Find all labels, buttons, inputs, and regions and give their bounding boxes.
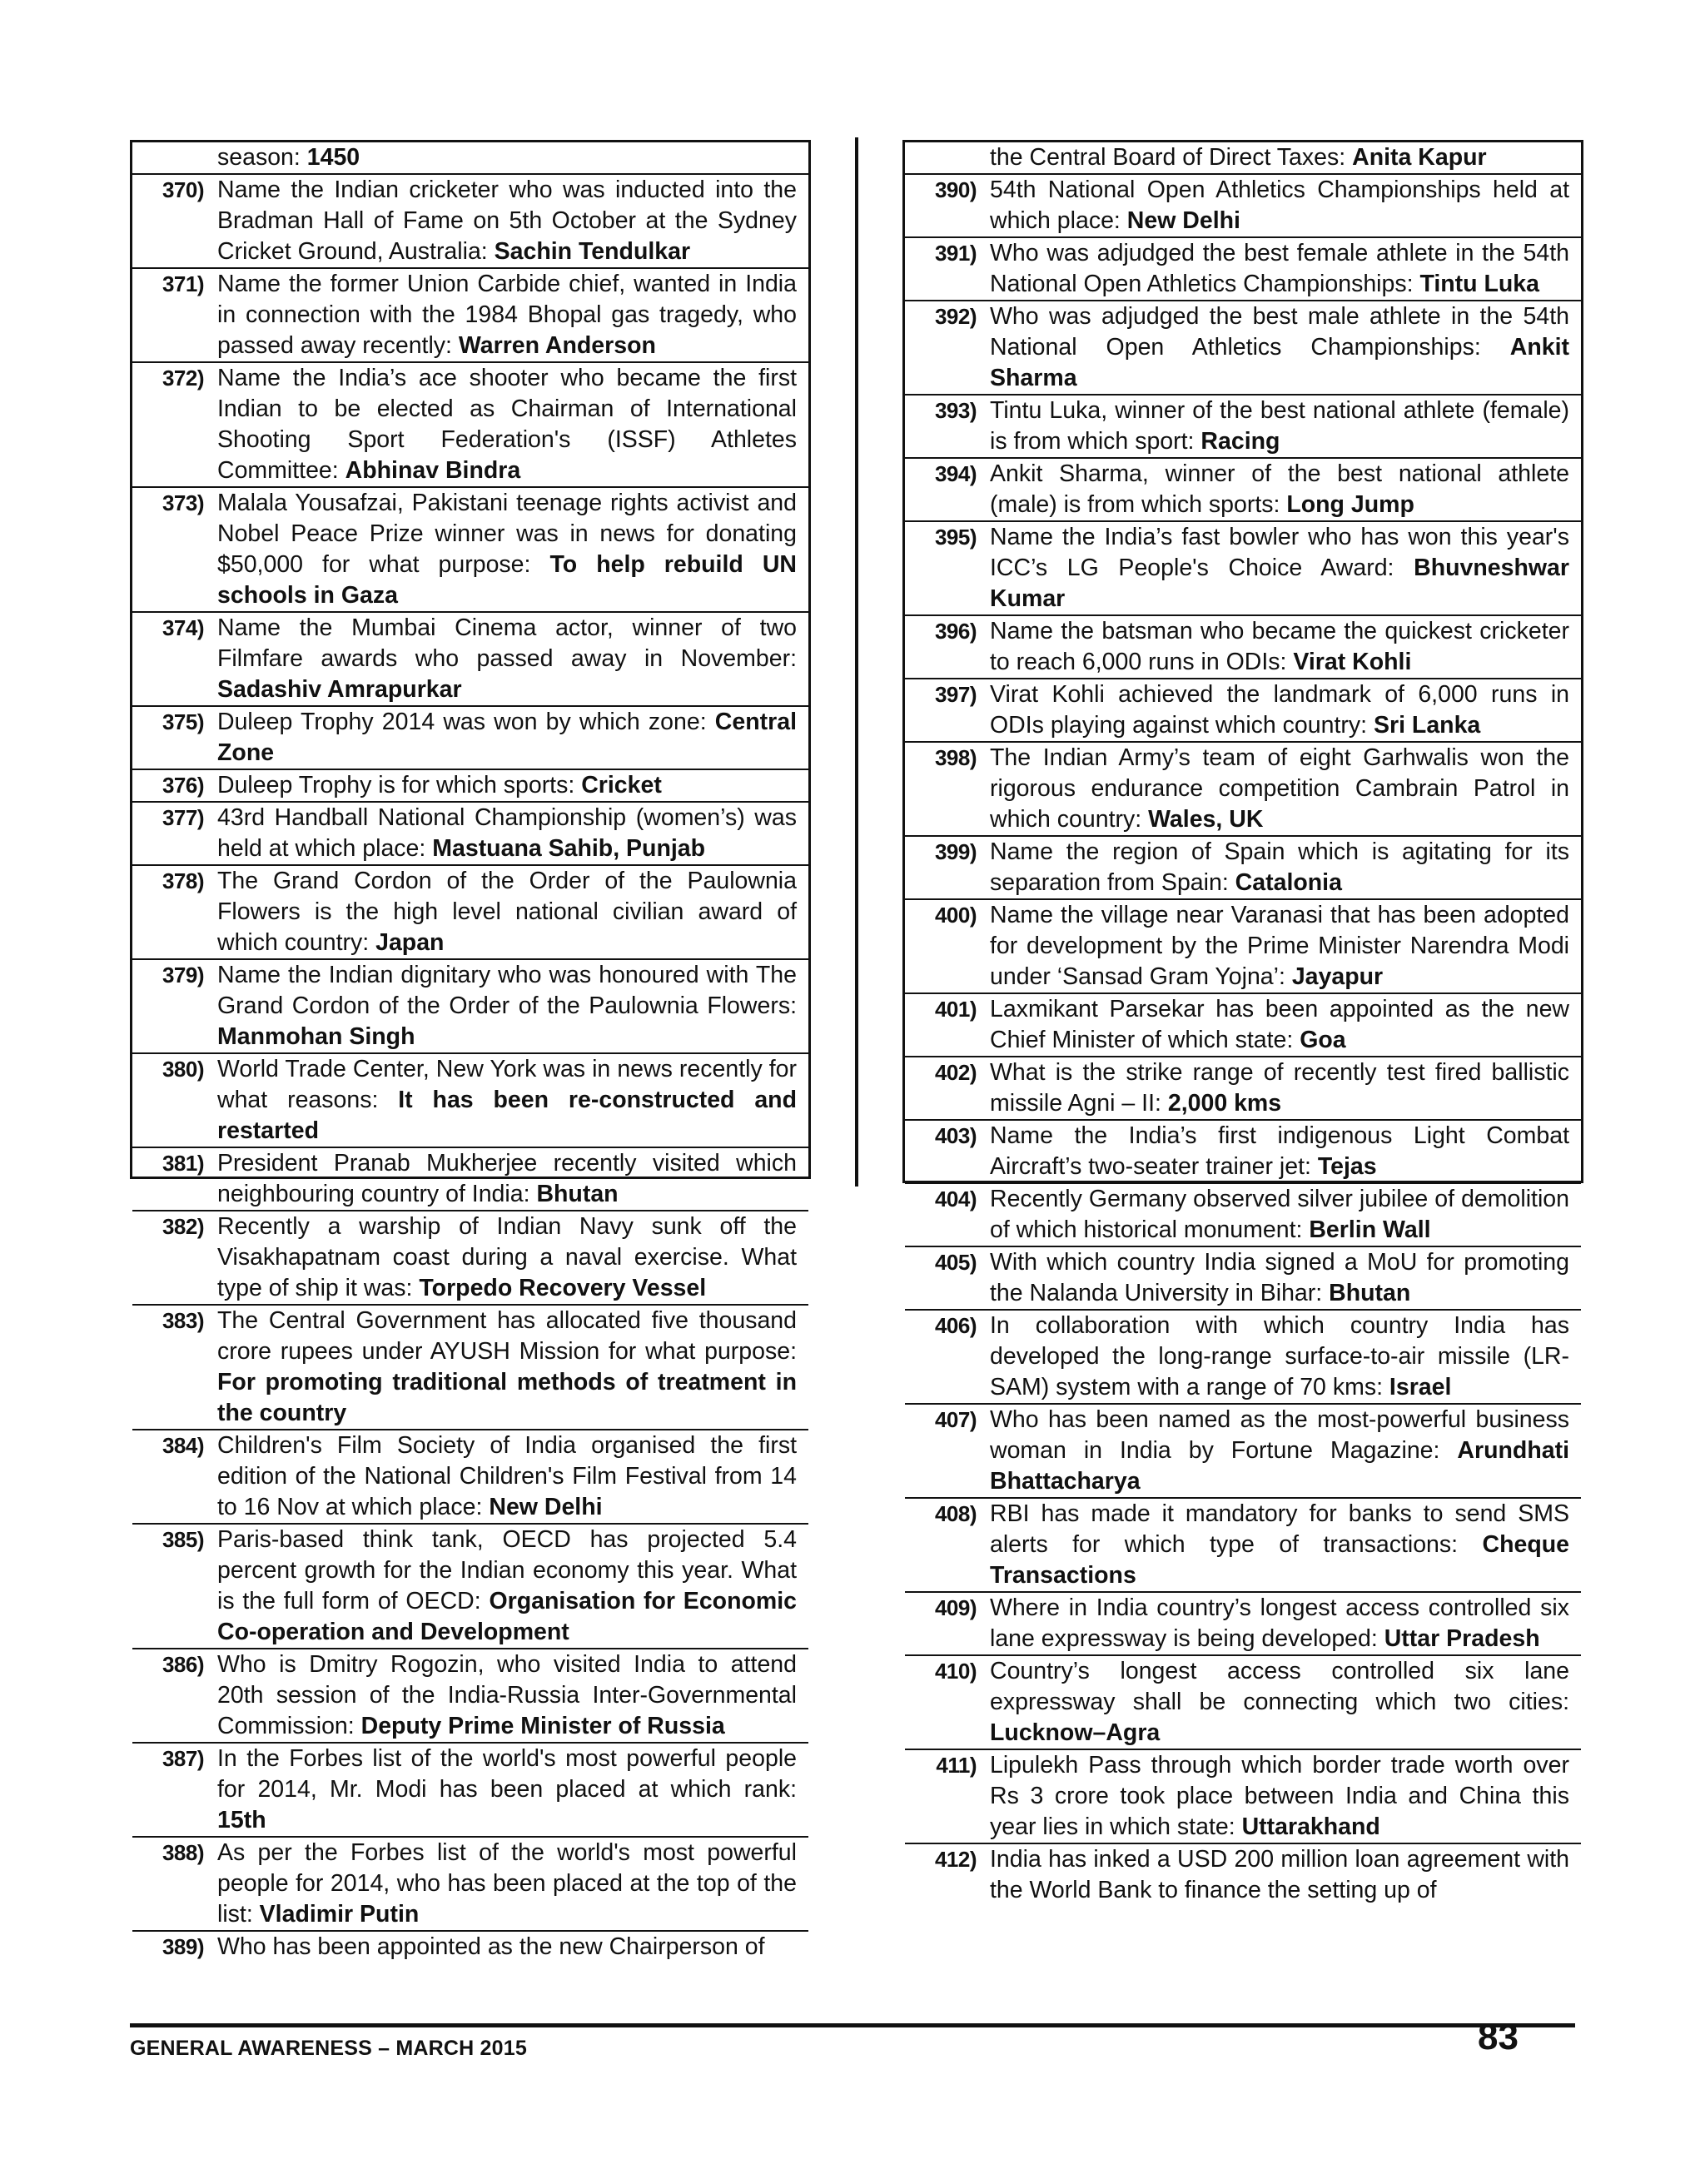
answer-text: 2,000 kms	[1167, 1090, 1282, 1117]
question-body: India has inked a USD 200 million loan agreement with the World Bank to finance the setting up of	[990, 1846, 1569, 1903]
question-text	[985, 396, 1581, 457]
question-number: 406)	[934, 1313, 977, 1338]
question-number: 401)	[934, 997, 977, 1022]
question-body: the Central Board of Direct Taxes:	[990, 144, 1353, 171]
qa-row	[905, 1654, 1581, 1749]
question-body: Ankit Sharma, winner of the best national athlete (male) is from which sports:	[990, 460, 1569, 518]
qa-row	[905, 678, 1581, 741]
question-body: The Central Government has allocated five thousand crore rupees under AYUSH Mission for what purpose:	[217, 1307, 797, 1365]
qa-row	[132, 1147, 808, 1210]
qa-row	[905, 1843, 1581, 1906]
answer-text: Cheque Transactions	[990, 1531, 1569, 1589]
question-body: Who has been appointed as the new Chairperson of	[217, 1933, 765, 1960]
question-body: Tintu Luka, winner of the best national athlete (female) is from which sport:	[990, 397, 1569, 455]
qa-row	[905, 394, 1581, 457]
question-body: Who was adjudged the best female athlete in the 54th National Open Athletics Championships:	[990, 240, 1569, 297]
question-body: Children's Film Society of India organised the first edition of the National Children's Film Festival from 14 to 16 Nov at which place:	[217, 1432, 797, 1520]
answer-text: Manmohan Singh	[217, 1023, 415, 1050]
answer-text: 1450	[306, 144, 360, 171]
qa-row	[905, 1403, 1581, 1497]
question-body: As per the Forbes list of the world's most powerful people for 2014, who has been placed at the top of the list:	[217, 1839, 797, 1928]
answer-text: Organisation for Economic Co-operation and Development	[217, 1588, 798, 1645]
qa-row	[905, 1119, 1581, 1182]
answer-text: Abhinav Bindra	[345, 457, 521, 484]
question-text	[985, 1750, 1581, 1843]
question-text	[985, 1656, 1581, 1749]
question-text	[212, 488, 808, 611]
question-body: The Indian Army’s team of eight Garhwalis won the rigorous endurance competition Cambrain Patrol in which country:	[990, 744, 1569, 833]
question-text	[985, 743, 1581, 835]
question-text	[212, 142, 808, 173]
question-body: Paris-based think tank, OECD has projected 5.4 percent growth for the Indian economy this year. What is the full form of OECD:	[217, 1526, 797, 1614]
answer-text: Sri Lanka	[1373, 712, 1481, 739]
answer-text: Mastuana Sahib, Punjab	[432, 835, 706, 862]
qa-row	[905, 614, 1581, 678]
question-text	[212, 363, 808, 486]
qa-row	[905, 1246, 1581, 1309]
answer-text: Wales, UK	[1148, 806, 1264, 833]
answer-text: Torpedo Recovery Vessel	[419, 1275, 707, 1301]
qa-row	[905, 835, 1581, 898]
question-text	[212, 770, 808, 801]
answer-text: Racing	[1200, 428, 1280, 455]
question-text	[985, 679, 1581, 741]
question-body: Who has been named as the most-powerful business woman in India by Fortune Magazine:	[990, 1406, 1569, 1464]
question-text	[985, 175, 1581, 236]
answer-text: New Delhi	[489, 1494, 603, 1520]
question-text	[212, 1838, 808, 1930]
question-number: 380)	[162, 1057, 204, 1082]
question-text	[212, 1306, 808, 1429]
question-body: Who was adjudged the best male athlete in the 54th National Open Athletics Championships:	[990, 303, 1569, 361]
question-text	[985, 837, 1581, 898]
question-number: 389)	[162, 1934, 204, 1959]
question-text	[985, 1121, 1581, 1182]
question-text	[212, 803, 808, 864]
question-number: 372)	[162, 366, 204, 391]
answer-text: Bhutan	[1329, 1280, 1411, 1306]
qa-row	[132, 1523, 808, 1648]
qa-row	[132, 611, 808, 705]
qa-row	[905, 520, 1581, 614]
qa-row	[132, 958, 808, 1052]
question-number: 404)	[934, 1187, 977, 1211]
question-body: Country’s longest access controlled six lane expressway shall be connecting which two cities:	[990, 1658, 1569, 1715]
qa-row	[132, 1742, 808, 1836]
qa-row	[905, 142, 1581, 173]
question-body: Name the Indian cricketer who was inducted into the Bradman Hall of Fame on 5th October at the Sydney Cricket Ground, Australia:	[217, 177, 797, 265]
question-body: Virat Kohli achieved the landmark of 6,000 runs in ODIs playing against which country:	[990, 681, 1569, 739]
question-text	[985, 1405, 1581, 1497]
question-text	[212, 960, 808, 1052]
question-number: 407)	[934, 1407, 977, 1432]
answer-text: Long Jump	[1286, 491, 1414, 518]
answer-text: Deputy Prime Minister of Russia	[360, 1713, 725, 1739]
left-qa-table	[130, 140, 811, 1960]
question-number: 397)	[934, 682, 977, 707]
question-body: What is the strike range of recently test fired ballistic missile Agni – II:	[990, 1059, 1569, 1117]
question-body: Name the India’s first indigenous Light Combat Aircraft’s two-seater trainer jet:	[990, 1122, 1569, 1180]
question-text	[985, 1247, 1581, 1309]
question-text	[212, 1211, 808, 1304]
qa-row	[905, 1056, 1581, 1119]
question-number: 410)	[934, 1659, 977, 1684]
answer-text: For promoting traditional methods of treatment in the country	[217, 1369, 797, 1426]
question-text	[985, 301, 1581, 394]
qa-row	[905, 741, 1581, 835]
question-number: 399)	[934, 839, 977, 864]
answer-text: Israel	[1389, 1374, 1452, 1400]
question-number: 377)	[162, 805, 204, 830]
question-number: 375)	[162, 709, 204, 734]
question-number	[905, 142, 985, 173]
qa-row	[905, 300, 1581, 394]
question-number	[132, 142, 212, 173]
question-body: With which country India signed a MoU for promoting the Nalanda University in Bihar:	[990, 1249, 1569, 1306]
answer-text: Ankit Sharma	[990, 334, 1569, 391]
question-text	[985, 900, 1581, 993]
question-body: Name the India’s ace shooter who became the first Indian to be elected as Chairman of International Shooting Sport Federation's (ISSF) Athletes Committee:	[217, 365, 797, 484]
question-number: 384)	[162, 1433, 204, 1458]
question-text	[985, 238, 1581, 300]
question-number: 395)	[934, 525, 977, 550]
answer-text: Goa	[1300, 1027, 1346, 1053]
question-body: Recently Germany observed silver jubilee of demolition of which historical monument:	[990, 1186, 1569, 1243]
question-number: 396)	[934, 619, 977, 644]
question-number: 392)	[934, 304, 977, 329]
question-body: Recently a warship of Indian Navy sunk off the Visakhapatnam coast during a naval exercise. What type of ship it was:	[217, 1213, 797, 1301]
question-text	[985, 1311, 1581, 1403]
qa-row	[132, 1429, 808, 1523]
question-body: In the Forbes list of the world's most powerful people for 2014, Mr. Modi has been placed at which rank:	[217, 1745, 797, 1803]
question-body: Where in India country’s longest access controlled six lane expressway is being developed:	[990, 1594, 1569, 1652]
question-body: Name the India’s fast bowler who has won this year's ICC’s LG People's Choice Award:	[990, 524, 1569, 581]
qa-row	[132, 769, 808, 801]
question-number: 383)	[162, 1308, 204, 1333]
answer-text: New Delhi	[1126, 207, 1240, 234]
question-text	[985, 1844, 1581, 1906]
qa-row	[132, 142, 808, 173]
answer-text: 15th	[217, 1807, 266, 1833]
answer-text: Vladimir Putin	[259, 1901, 420, 1928]
question-number: 371)	[162, 271, 204, 296]
answer-text: Virat Kohli	[1293, 649, 1412, 675]
question-body: Duleep Trophy is for which sports:	[217, 772, 582, 798]
qa-row	[905, 1497, 1581, 1591]
question-body: 43rd Handball National Championship (women’s) was held at which place:	[217, 804, 797, 862]
qa-row	[132, 361, 808, 486]
answer-text: Cricket	[581, 772, 662, 798]
qa-row	[132, 486, 808, 611]
question-body: Lipulekh Pass through which border trade worth over Rs 3 crore took place between India and China this year lies in which state:	[990, 1752, 1569, 1840]
answer-text: Bhutan	[536, 1181, 619, 1207]
qa-row	[905, 1309, 1581, 1403]
answer-text: To help rebuild UN schools in Gaza	[217, 551, 797, 609]
question-text	[985, 1499, 1581, 1591]
qa-row	[132, 1930, 808, 1963]
question-body: The Grand Cordon of the Order of the Paulownia Flowers is the high level national civilian award of which country:	[217, 868, 797, 956]
question-text	[985, 1057, 1581, 1119]
question-body: Who is Dmitry Rogozin, who visited India to attend 20th session of the India-Russia Inter-Governmental Commission:	[217, 1651, 797, 1739]
question-number: 411)	[936, 1753, 977, 1778]
answer-text: Catalonia	[1235, 869, 1342, 896]
question-body: season:	[217, 144, 307, 171]
question-number: 386)	[162, 1652, 204, 1677]
question-text	[985, 459, 1581, 520]
qa-row	[132, 1304, 808, 1429]
question-number: 370)	[162, 177, 204, 202]
qa-row	[132, 1648, 808, 1742]
question-number: 402)	[934, 1060, 977, 1085]
qa-row	[905, 1749, 1581, 1843]
question-text	[212, 707, 808, 769]
question-number: 376)	[162, 773, 204, 798]
question-number: 373)	[162, 490, 204, 515]
question-number: 398)	[934, 745, 977, 770]
qa-row	[132, 267, 808, 361]
question-text	[212, 1054, 808, 1147]
answer-text: Lucknow–Agra	[990, 1719, 1161, 1746]
qa-row	[905, 898, 1581, 993]
question-text	[212, 1932, 808, 1963]
footer-rule	[130, 2023, 1575, 2027]
question-text	[985, 1184, 1581, 1246]
answer-text: It has been re-constructed and restarted	[217, 1087, 797, 1144]
answer-text: Anita Kapur	[1352, 144, 1487, 171]
qa-row	[132, 864, 808, 958]
question-text	[212, 866, 808, 958]
question-number: 403)	[934, 1123, 977, 1148]
question-number: 390)	[934, 177, 977, 202]
question-number: 393)	[934, 398, 977, 423]
question-body: Name the village near Varanasi that has been adopted for development by the Prime Minister Narendra Modi under ‘Sansad Gram Yojna’:	[990, 902, 1569, 990]
question-text	[212, 1525, 808, 1648]
qa-row	[905, 173, 1581, 236]
right-qa-table	[902, 140, 1583, 1903]
answer-text: Uttar Pradesh	[1384, 1625, 1540, 1652]
answer-text: Central Zone	[217, 709, 797, 766]
answer-text: Jayapur	[1291, 963, 1384, 990]
qa-row	[132, 705, 808, 769]
question-text	[985, 1593, 1581, 1654]
qa-row	[132, 1052, 808, 1147]
answer-text: Tejas	[1317, 1153, 1377, 1180]
qa-row	[905, 1591, 1581, 1654]
question-body: World Trade Center, New York was in news recently for what reasons:	[217, 1056, 797, 1113]
answer-text: Arundhati Bhattacharya	[990, 1437, 1569, 1495]
question-number: 412)	[934, 1847, 977, 1872]
qa-row	[905, 993, 1581, 1056]
question-body: In collaboration with which country India has developed the long-range surface-to-air missile (LR-SAM) system with a range of 70 kms:	[990, 1312, 1569, 1400]
question-number: 378)	[162, 868, 204, 893]
question-number: 408)	[934, 1501, 977, 1526]
question-body: Name the region of Spain which is agitating for its separation from Spain:	[990, 838, 1569, 896]
question-text	[212, 613, 808, 705]
answer-text: Uttarakhand	[1241, 1813, 1380, 1840]
question-body: Name the Mumbai Cinema actor, winner of two Filmfare awards who passed away in November:	[217, 614, 797, 672]
question-number: 409)	[934, 1595, 977, 1620]
qa-row	[905, 457, 1581, 520]
question-text	[985, 522, 1581, 614]
question-number: 374)	[162, 615, 204, 640]
question-number: 391)	[934, 241, 977, 266]
question-number: 385)	[162, 1527, 204, 1552]
question-text	[212, 175, 808, 267]
question-number: 379)	[162, 963, 204, 988]
question-number: 382)	[162, 1214, 204, 1239]
page-number: 83	[1478, 2017, 1519, 2057]
question-text	[212, 1744, 808, 1836]
question-body: Name the Indian dignitary who was honoured with The Grand Cordon of the Order of the Paulownia Flowers:	[217, 962, 797, 1019]
question-text	[985, 616, 1581, 678]
question-body: Name the batsman who became the quickest cricketer to reach 6,000 runs in ODIs:	[990, 618, 1569, 675]
question-body: President Pranab Mukherjee recently visited which neighbouring country of India:	[217, 1150, 797, 1207]
answer-text: Japan	[375, 929, 445, 956]
qa-row	[905, 236, 1581, 300]
question-text	[212, 1430, 808, 1523]
question-text	[212, 269, 808, 361]
answer-text: Tintu Luka	[1419, 271, 1540, 297]
question-number: 388)	[162, 1840, 204, 1865]
question-text	[212, 1649, 808, 1742]
qa-row	[132, 1836, 808, 1930]
question-body: RBI has made it mandatory for banks to send SMS alerts for which type of transactions:	[990, 1500, 1569, 1558]
question-body: Malala Yousafzai, Pakistani teenage rights activist and Nobel Peace Prize winner was in news for donating $50,000 for what purpose:	[217, 490, 797, 578]
answer-text: Bhuvneshwar Kumar	[990, 555, 1569, 612]
question-body: Duleep Trophy 2014 was won by which zone:	[217, 709, 715, 735]
question-number: 394)	[934, 461, 977, 486]
qa-row	[132, 173, 808, 267]
question-text	[212, 1148, 808, 1210]
question-body: Laxmikant Parsekar has been appointed as the new Chief Minister of which state:	[990, 996, 1569, 1053]
answer-text: Berlin Wall	[1309, 1216, 1431, 1243]
question-body: 54th National Open Athletics Championships held at which place:	[990, 177, 1569, 234]
question-text	[985, 142, 1581, 173]
question-number: 405)	[934, 1250, 977, 1275]
qa-row	[905, 1182, 1581, 1246]
qa-row	[132, 801, 808, 864]
answer-text: Sadashiv Amrapurkar	[217, 676, 462, 703]
question-number: 387)	[162, 1746, 204, 1771]
qa-row	[132, 1210, 808, 1304]
answer-text: Sachin Tendulkar	[494, 238, 691, 265]
column-divider	[855, 137, 858, 1187]
answer-text: Warren Anderson	[458, 332, 656, 359]
question-body: Name the former Union Carbide chief, wanted in India in connection with the 1984 Bhopal gas tragedy, who passed away recently:	[217, 271, 797, 359]
question-number: 400)	[934, 903, 977, 928]
question-number: 381)	[162, 1151, 204, 1176]
footer-title: GENERAL AWARENESS – MARCH 2015	[130, 2037, 527, 2060]
question-text	[985, 994, 1581, 1056]
